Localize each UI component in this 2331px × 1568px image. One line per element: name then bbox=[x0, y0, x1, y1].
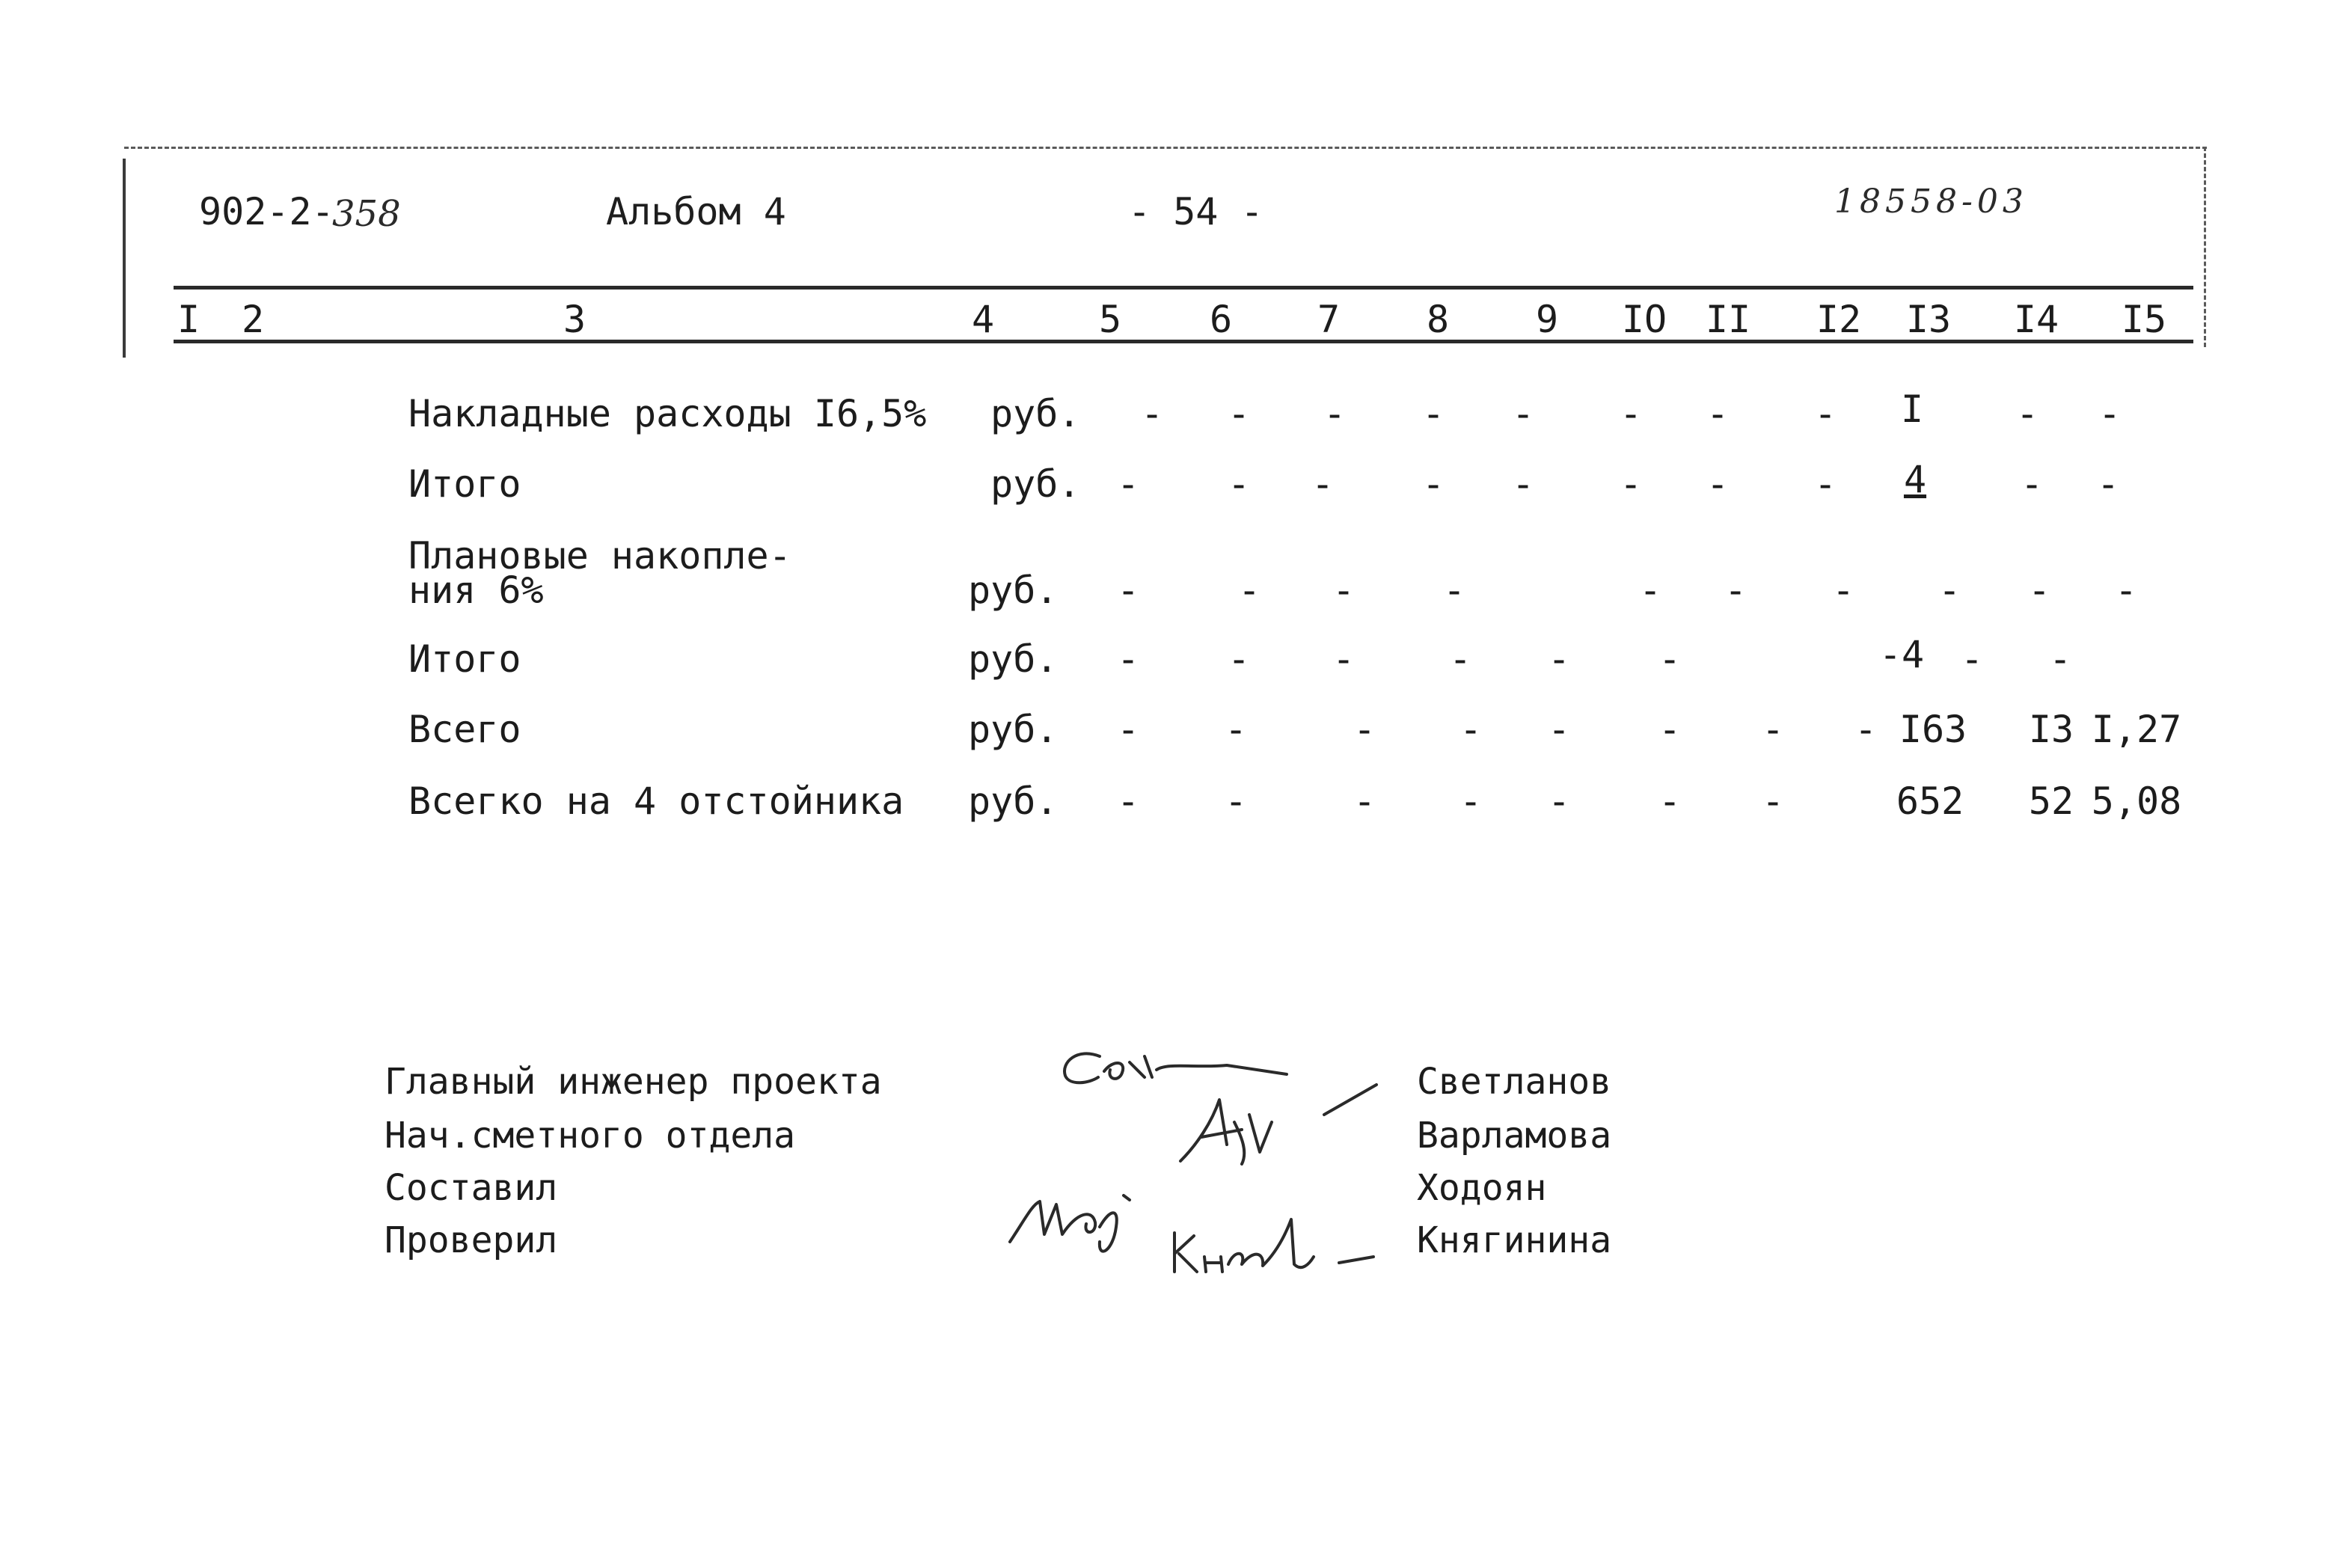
column-number: 4 bbox=[971, 298, 995, 341]
row-label: Плановые накопле- bbox=[408, 534, 791, 578]
table-cell: - bbox=[1421, 392, 1445, 435]
table-cell: - bbox=[1960, 637, 1984, 681]
table-cell: - bbox=[1421, 462, 1445, 506]
doc-code-handwritten: 358 bbox=[332, 193, 401, 235]
signature-mark bbox=[1180, 1100, 1272, 1164]
signature-role: Главный инженер проекта bbox=[385, 1061, 882, 1103]
row-label: Итого bbox=[408, 637, 521, 681]
signature-mark bbox=[1324, 1085, 1376, 1115]
column-number: I4 bbox=[2013, 298, 2059, 341]
table-cell: I,27 bbox=[2091, 708, 2182, 751]
table-cell: - bbox=[2114, 569, 2138, 612]
table-cell: - bbox=[1638, 569, 1662, 612]
row-label: Накладные расходы I6,5% bbox=[408, 392, 927, 435]
table-cell: - bbox=[1140, 392, 1164, 435]
table-cell: - bbox=[1332, 569, 1356, 612]
table-cell: - bbox=[2096, 462, 2120, 506]
row-label: Всегко на 4 отстойника bbox=[408, 780, 904, 823]
table-cell: - bbox=[2020, 462, 2044, 506]
table-cell: - bbox=[1227, 462, 1251, 506]
album-label: Альбом 4 bbox=[606, 190, 786, 233]
table-cell: - bbox=[1311, 462, 1335, 506]
table-cell: - bbox=[1224, 780, 1248, 823]
row-unit: руб. bbox=[990, 462, 1081, 506]
table-cell: - bbox=[1761, 780, 1785, 823]
table-cell: I3 bbox=[2028, 708, 2074, 751]
signature-mark bbox=[1174, 1219, 1314, 1272]
row-unit: руб. bbox=[968, 569, 1059, 612]
column-number: IO bbox=[1621, 298, 1667, 341]
signature-mark bbox=[1065, 1053, 1287, 1082]
signature-mark bbox=[1339, 1257, 1373, 1263]
table-cell: - bbox=[1116, 708, 1140, 751]
table-cell: - bbox=[1938, 569, 1961, 612]
row-label-line2: ния 6% bbox=[408, 569, 544, 612]
table-cell: - bbox=[1619, 462, 1643, 506]
table-cell: - bbox=[1442, 569, 1466, 612]
table-cell: - bbox=[1323, 392, 1347, 435]
table-cell: 4 bbox=[1903, 458, 1927, 501]
table-cell: - bbox=[1813, 462, 1837, 506]
column-number: I bbox=[177, 298, 200, 341]
signature-name: Ходоян bbox=[1417, 1167, 1547, 1209]
column-number: 5 bbox=[1098, 298, 1122, 341]
table-cell: - bbox=[1724, 569, 1748, 612]
column-number: 7 bbox=[1317, 298, 1341, 341]
table-cell: - bbox=[1658, 637, 1682, 681]
table-cell: - bbox=[1353, 780, 1376, 823]
table-cell: I63 bbox=[1899, 708, 1967, 751]
table-cell: - bbox=[1116, 569, 1140, 612]
table-cell: - bbox=[1761, 708, 1785, 751]
row-unit: руб. bbox=[968, 780, 1059, 823]
table-cell: - bbox=[1547, 637, 1571, 681]
table-cell: - bbox=[1854, 708, 1878, 751]
table-cell: - bbox=[1547, 780, 1571, 823]
table-cell: - bbox=[1619, 392, 1643, 435]
table-cell: - bbox=[1706, 392, 1730, 435]
column-number: 9 bbox=[1535, 298, 1559, 341]
table-cell: - bbox=[2027, 569, 2051, 612]
column-number: I2 bbox=[1816, 298, 1862, 341]
signature-role: Составил bbox=[385, 1167, 558, 1209]
column-number: I5 bbox=[2121, 298, 2167, 341]
table-cell: - bbox=[1353, 708, 1376, 751]
table-cell: - bbox=[1511, 462, 1535, 506]
reference-number-handwritten: 18558-03 bbox=[1834, 183, 2028, 221]
signature-role: Нач.сметного отдела bbox=[385, 1115, 796, 1157]
table-cell: - bbox=[1227, 392, 1251, 435]
column-number: II bbox=[1705, 298, 1751, 341]
table-cell: - bbox=[1831, 569, 1855, 612]
table-cell: - bbox=[2015, 392, 2039, 435]
table-cell: I bbox=[1900, 388, 1924, 431]
table-cell: - bbox=[2048, 637, 2072, 681]
row-unit: руб. bbox=[968, 637, 1059, 681]
table-cell: - bbox=[1813, 392, 1837, 435]
column-number: 8 bbox=[1426, 298, 1450, 341]
table-cell: -4 bbox=[1878, 633, 1925, 676]
row-label: Итого bbox=[408, 462, 521, 506]
column-number: I3 bbox=[1905, 298, 1952, 341]
table-cell: 52 bbox=[2028, 780, 2074, 823]
table-cell: - bbox=[1459, 708, 1483, 751]
table-cell: - bbox=[1116, 780, 1140, 823]
column-number: 3 bbox=[563, 298, 586, 341]
table-cell: - bbox=[1116, 637, 1140, 681]
table-cell: 5,08 bbox=[2091, 780, 2182, 823]
doc-code: 902-2- bbox=[199, 190, 334, 233]
table-cell: - bbox=[1448, 637, 1472, 681]
row-unit: руб. bbox=[968, 708, 1059, 751]
table-cell: - bbox=[1237, 569, 1261, 612]
table-cell: - bbox=[1658, 708, 1682, 751]
table-cell: - bbox=[1332, 637, 1356, 681]
table-cell: - bbox=[1706, 462, 1730, 506]
table-cell: - bbox=[1547, 708, 1571, 751]
page-number: - 54 - bbox=[1128, 190, 1263, 233]
column-number: 6 bbox=[1209, 298, 1233, 341]
table-cell: - bbox=[1459, 780, 1483, 823]
table-cell: - bbox=[2098, 392, 2122, 435]
row-label: Всего bbox=[408, 708, 521, 751]
signature-mark bbox=[1010, 1195, 1130, 1252]
signature-role: Проверил bbox=[385, 1219, 558, 1261]
row-unit: руб. bbox=[990, 392, 1081, 435]
table-cell: - bbox=[1658, 780, 1682, 823]
signature-name: Княгинина bbox=[1417, 1219, 1612, 1261]
table-cell: 652 bbox=[1896, 780, 1964, 823]
table-cell: - bbox=[1227, 637, 1251, 681]
table-cell: - bbox=[1224, 708, 1248, 751]
table-cell: - bbox=[1116, 462, 1140, 506]
signature-name: Варламова bbox=[1417, 1115, 1612, 1157]
signature-name: Светланов bbox=[1417, 1061, 1612, 1103]
column-number: 2 bbox=[241, 298, 265, 341]
table-cell: - bbox=[1511, 392, 1535, 435]
